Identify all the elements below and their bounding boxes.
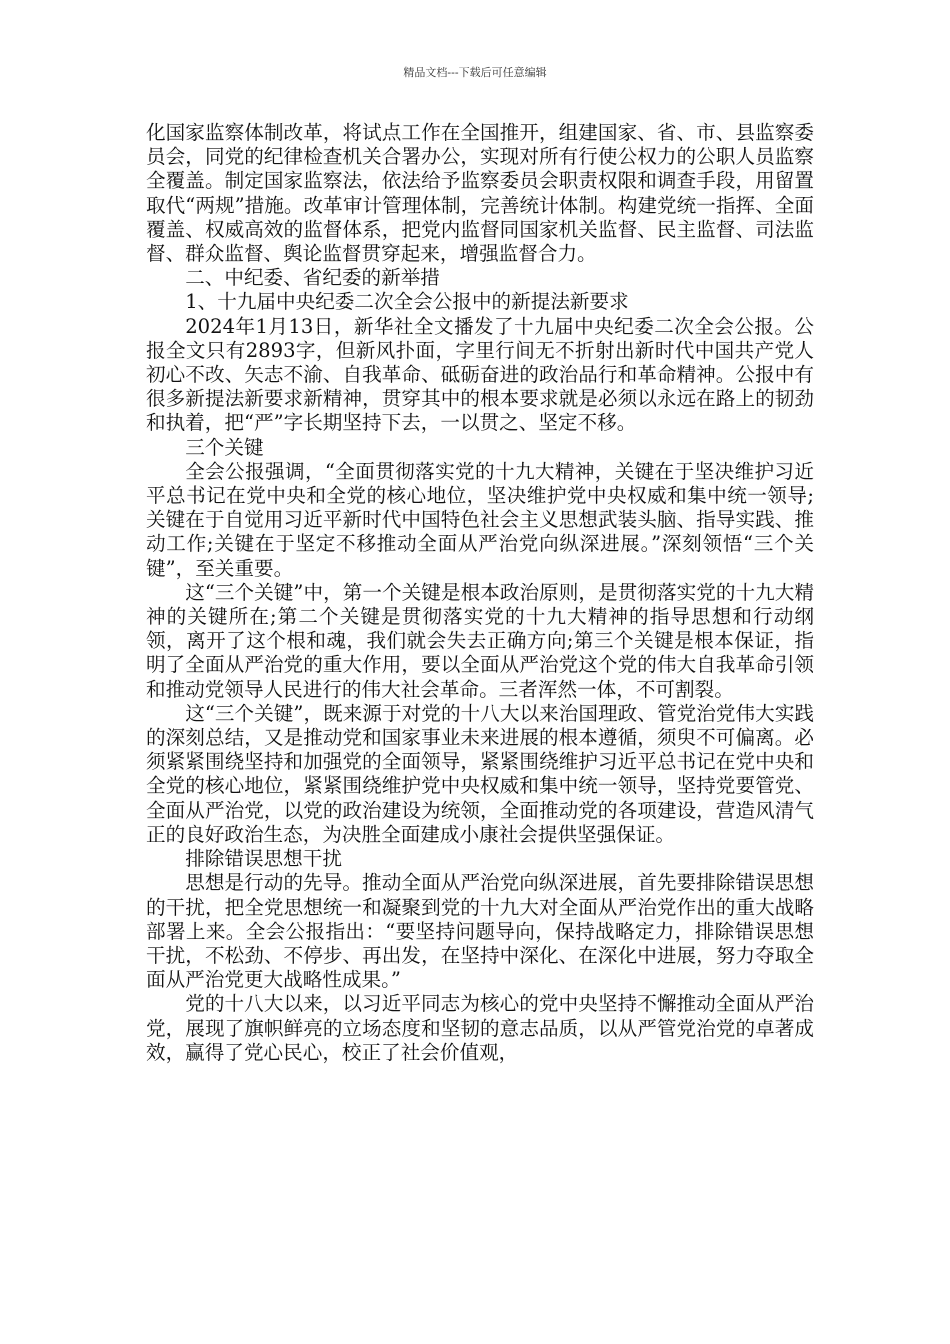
page-header: 精品文档---下载后可任意编辑 (403, 66, 547, 79)
paragraph-6: 思想是行动的先导。推动全面从严治党向纵深进展，首先要排除错误思想的干扰，把全党思想统一和凝聚到党的十九大对全面从严治党作出的重大战略部署上来。全会公报指出：“要坚持问题导向，保持战略定力，排除错误思想干扰，不松劲、不停步、再出发，在坚持中深化、在深化中进展，努力夺取全面从严治党更大战略性成果。” (146, 871, 814, 992)
paragraph-5: 这“三个关键”，既来源于对党的十八大以来治国理政、管党治党伟大实践的深刻总结，又是推动党和国家事业未来进展的根本遵循，须臾不可偏离。必须紧紧围绕坚持和加强党的全面领导，紧紧围绕维护习近平总书记在党中央和全党的核心地位，紧紧围绕维护党中央权威和集中统一领导，坚持党要管党、全面从严治党，以党的政治建设为统领，全面推动党的各项建设，营造风清气正的良好政治生态，为决胜全面建成小康社会提供坚强保证。 (146, 701, 814, 846)
subsection-heading-1: 1、十九届中央纪委二次全会公报中的新提法新要求 (185, 290, 629, 314)
subheading-three-keys: 三个关键 (185, 435, 264, 459)
paragraph-2: 2024年1月13日，新华社全文播发了十九届中央纪委二次全会公报。公报全文只有2893字，但新风扑面，字里行间无不折射出新时代中国共产党人初心不改、矢志不渝、自我革命、砥砺奋进的政治品行和革命精神。公报中有很多新提法新要求新精神，贯穿其中的根本要求就是必须以永远在路上的韧劲和执着，把“严”字长期坚持下去，一以贯之、坚定不移。 (146, 314, 814, 435)
paragraph-3: 全会公报强调，“全面贯彻落实党的十九大精神，关键在于坚决维护习近平总书记在党中央和全党的核心地位，坚决维护党中央权威和集中统一领导;关键在于自觉用习近平新时代中国特色社会主义思想武装头脑、指导实践、推动工作;关键在于坚定不移推动全面从严治党向纵深进展。”深刻领悟“三个关键”，至关重要。 (146, 459, 814, 580)
section-heading-2: 二、中纪委、省纪委的新举措 (185, 266, 440, 290)
paragraph-4: 这“三个关键”中，第一个关键是根本政治原则，是贯彻落实党的十九大精神的关键所在;第二个关键是贯彻落实党的十九大精神的指导思想和行动纲领，离开了这个根和魂，我们就会失去正确方向;第三个关键是根本保证，指明了全面从严治党的重大作用，要以全面从严治党这个党的伟大自我革命引领和推动党领导人民进行的伟大社会革命。三者浑然一体，不可割裂。 (146, 580, 814, 701)
document-body (146, 121, 814, 1065)
paragraph-7: 党的十八大以来，以习近平同志为核心的党中央坚持不懈推动全面从严治党，展现了旗帜鲜亮的立场态度和坚韧的意志品质，以从严管党治党的卓著成效，赢得了党心民心，校正了社会价值观， (146, 992, 814, 1064)
paragraph-1: 化国家监察体制改革，将试点工作在全国推开，组建国家、省、市、县监察委员会，同党的纪律检查机关合署办公，实现对所有行使公权力的公职人员监察全覆盖。制定国家监察法，依法给予监察委员会职责权限和调查手段，用留置取代“两规”措施。改革审计管理体制，完善统计体制。构建党统一指挥、全面覆盖、权威高效的监督体系，把党内监督同国家机关监督、民主监督、司法监督、群众监督、舆论监督贯穿起来，增强监督合力。 (146, 121, 814, 266)
subheading-eliminate-interference: 排除错误思想干扰 (185, 847, 342, 871)
